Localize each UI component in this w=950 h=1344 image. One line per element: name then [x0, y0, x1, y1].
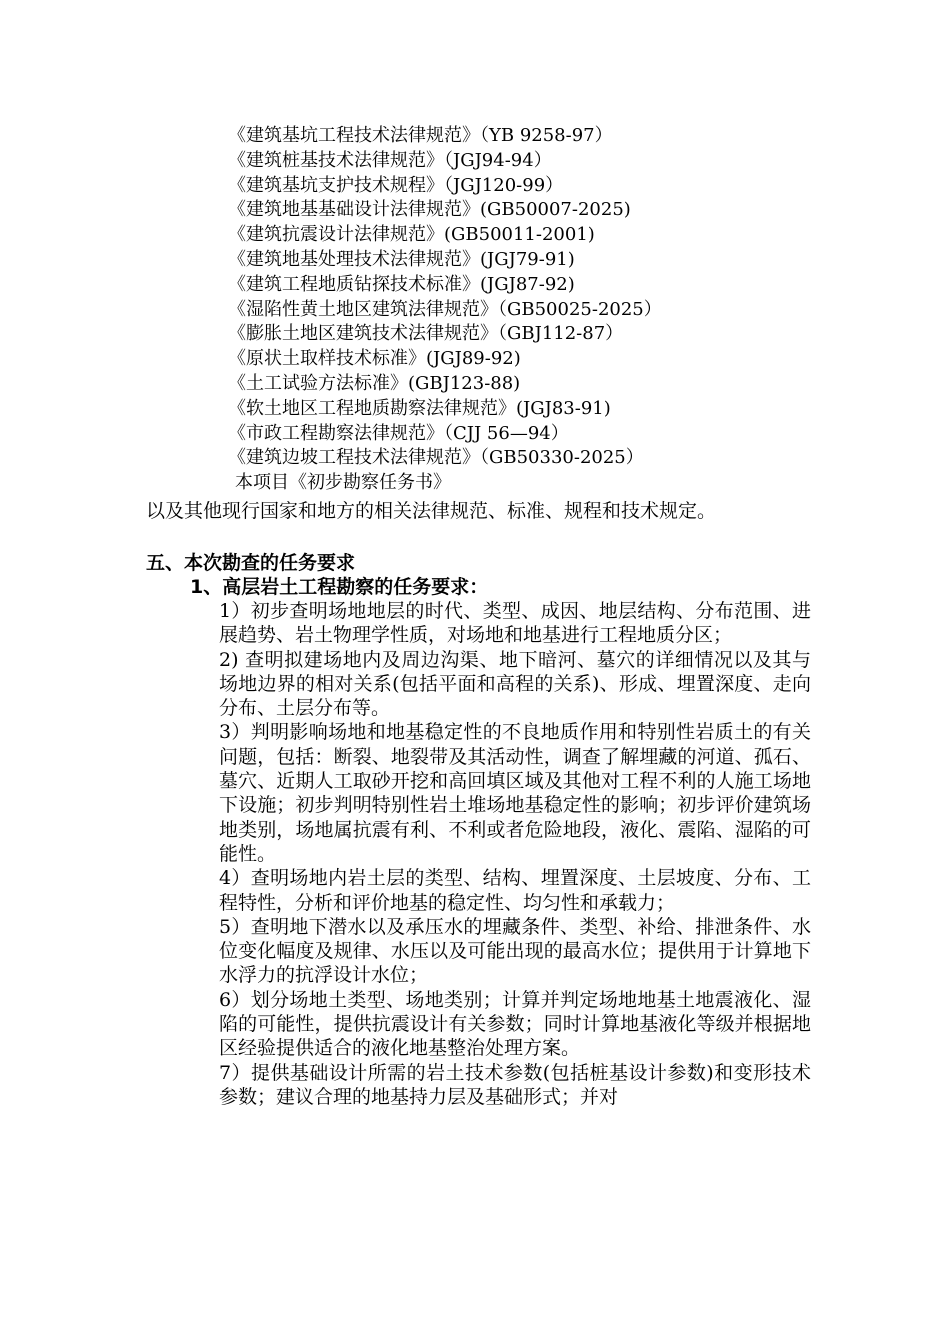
reference-item: 《建筑基坑支护技术规程》（JGJ120-99）	[228, 174, 564, 196]
closing-paragraph: 以及其他现行国家和地方的相关法律规范、标准、规程和技术规定。	[146, 500, 717, 522]
section-heading: 五、本次勘查的任务要求	[146, 552, 356, 574]
reference-item: 《软土地区工程地质勘察法律规范》(JGJ83-91)	[228, 397, 611, 419]
requirement-item: 6）划分场地土类型、场地类别；计算并判定场地地基土地震液化、湿陷的可能性，提供抗震设计有关参数；同时计算地基液化等级并根据地区经验提供适合的液化地基整治处理方案。	[219, 988, 811, 1060]
reference-item: 《土工试验方法标准》(GBJ123-88)	[228, 372, 521, 394]
reference-item: 《膨胀土地区建筑技术法律规范》（GBJ112-87）	[228, 323, 624, 345]
reference-item: 《市政工程勘察法律规范》（CJJ 56—94）	[228, 422, 569, 444]
requirement-item: 1）初步查明场地地层的时代、类型、成因、地层结构、分布范围、进展趋势、岩土物理学性质，对场地和地基进行工程地质分区；	[219, 600, 811, 647]
reference-item: 《建筑地基基础设计法律规范》(GB50007-2025)	[228, 199, 631, 221]
requirement-item: 2) 查明拟建场地内及周边沟渠、地下暗河、墓穴的详细情况以及其与场地边界的相对关系(包括平面和高程的关系)、形成、埋置深度、走向分布、土层分布等。	[219, 648, 811, 720]
reference-item: 《建筑工程地质钻探技术标准》(JGJ87-92)	[228, 273, 575, 295]
requirement-item: 3）判明影响场地和地基稳定性的不良地质作用和特别性岩质土的有关问题，包括：断裂、地裂带及其活动性，调查了解埋藏的河道、孤石、墓穴、近期人工取砂开挖和高回填区域及其他对工程不利的人施工场地下设施；初步判明特别性岩土堆场地基稳定性的影响；初步评价建筑场地类别，场地属抗震有利、不利或者危险地段，液化、震陷、湿陷的可能性。	[219, 721, 811, 865]
reference-item: 《建筑桩基技术法律规范》（JGJ94-94）	[228, 149, 552, 171]
reference-item: 《建筑地基处理技术法律规范》(JGJ79-91)	[228, 248, 575, 270]
requirement-item: 4）查明场地内岩土层的类型、结构、埋置深度、土层坡度、分布、工程特性，分析和评价地基的稳定性、均匀性和承载力；	[219, 867, 811, 914]
reference-item: 《原状土取样技术标准》(JGJ89-92)	[228, 348, 521, 370]
requirement-item: 5）查明地下潜水以及承压水的埋藏条件、类型、补给、排泄条件、水位变化幅度及规律、水压以及可能出现的最高水位；提供用于计算地下水浮力的抗浮设计水位；	[219, 915, 811, 987]
reference-item: 《建筑基坑工程技术法律规范》（YB 9258-97）	[228, 125, 613, 146]
requirement-list	[219, 599, 811, 1109]
reference-item: 本项目《初步勘察任务书》	[235, 472, 451, 494]
requirement-item: 7）提供基础设计所需的岩土技术参数(包括桩基设计参数)和变形技术参数；建议合理的地基持力层及基础形式；并对	[219, 1061, 811, 1108]
reference-item: 《建筑边坡工程技术法律规范》（GB50330-2025）	[228, 447, 644, 469]
reference-item: 《建筑抗震设计法律规范》(GB50011-2001)	[228, 224, 595, 246]
reference-list	[228, 124, 848, 496]
sub-heading: 1、高层岩土工程勘察的任务要求：	[190, 576, 489, 598]
reference-item: 《湿陷性黄土地区建筑法律规范》（GB50025-2025）	[228, 298, 662, 320]
